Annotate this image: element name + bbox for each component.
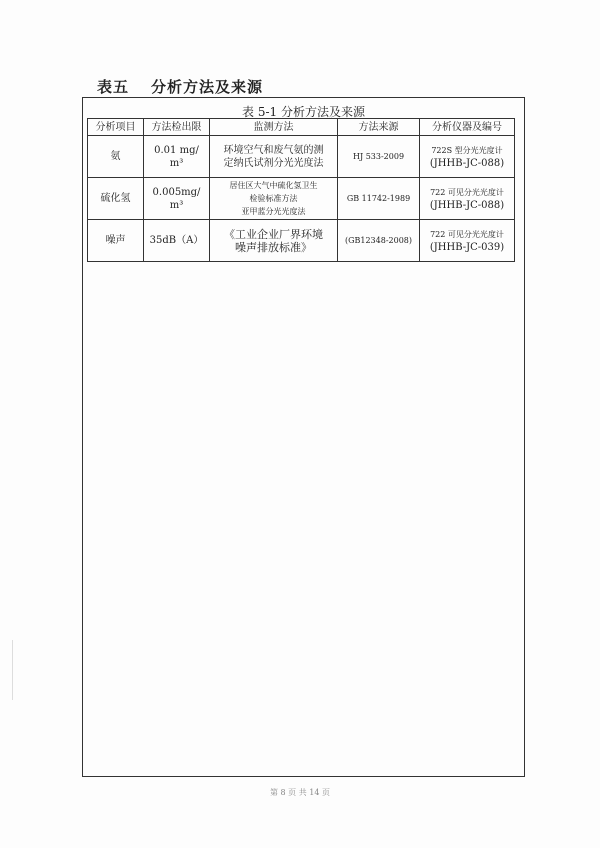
cell-method: [210, 220, 338, 262]
instrument-name: 722S 型分光光度计: [431, 145, 503, 155]
cell-item: 硫化氢: [88, 178, 144, 220]
cell-method: [210, 136, 338, 178]
cell-limit: 0.005mg/ m³: [144, 178, 210, 220]
table-row: [88, 220, 515, 262]
cell-source: GB 11742-1989: [338, 178, 420, 220]
analysis-methods-table: [87, 118, 515, 262]
cell-item: 氨: [88, 136, 144, 178]
cell-instrument: [420, 136, 515, 178]
method-line: 检验标准方法: [249, 194, 298, 203]
table-header-row: [88, 119, 515, 136]
method-line: 《工业企业厂界环境: [224, 227, 323, 241]
page-footer: 第 8 页 共 14 页: [270, 788, 330, 797]
section-heading: 分析方法及来源: [151, 78, 264, 96]
header-limit: 方法检出限: [144, 119, 210, 136]
cell-limit: 35dB（A）: [144, 220, 210, 262]
method-line: 环境空气和废气氨的测: [223, 144, 324, 156]
table-row: [88, 178, 515, 220]
cell-item: 噪声: [88, 220, 144, 262]
instrument-code: (JHHB-JC-039): [429, 241, 505, 253]
instrument-code: (JHHB-JC-088): [429, 157, 505, 169]
header-item: 分析项目: [88, 119, 144, 136]
cell-method: [210, 178, 338, 220]
scan-edge-mark: [12, 640, 13, 700]
cell-source: (GB12348-2008): [338, 220, 420, 262]
section-number: 表五: [97, 78, 130, 96]
header-source: 方法来源: [338, 119, 420, 136]
cell-limit: 0.01 mg/ m³: [144, 136, 210, 178]
cell-source: HJ 533-2009: [338, 136, 420, 178]
section-title: [97, 76, 263, 97]
method-line: 居住区大气中硫化氢卫生: [229, 181, 318, 190]
cell-instrument: [420, 178, 515, 220]
instrument-name: 722 可见分光光度计: [430, 229, 504, 239]
instrument-code: (JHHB-JC-088): [429, 199, 505, 211]
table-caption: 表 5-1 分析方法及来源: [242, 105, 365, 119]
method-line: 亚甲蓝分光光度法: [241, 207, 306, 216]
header-instrument: 分析仪器及编号: [420, 119, 515, 136]
table-row: [88, 136, 515, 178]
cell-instrument: [420, 220, 515, 262]
method-line: 定纳氏试剂分光光度法: [223, 157, 324, 169]
method-line: 噪声排放标准》: [235, 240, 312, 254]
instrument-name: 722 可见分光光度计: [430, 187, 504, 197]
header-method: 监测方法: [210, 119, 338, 136]
